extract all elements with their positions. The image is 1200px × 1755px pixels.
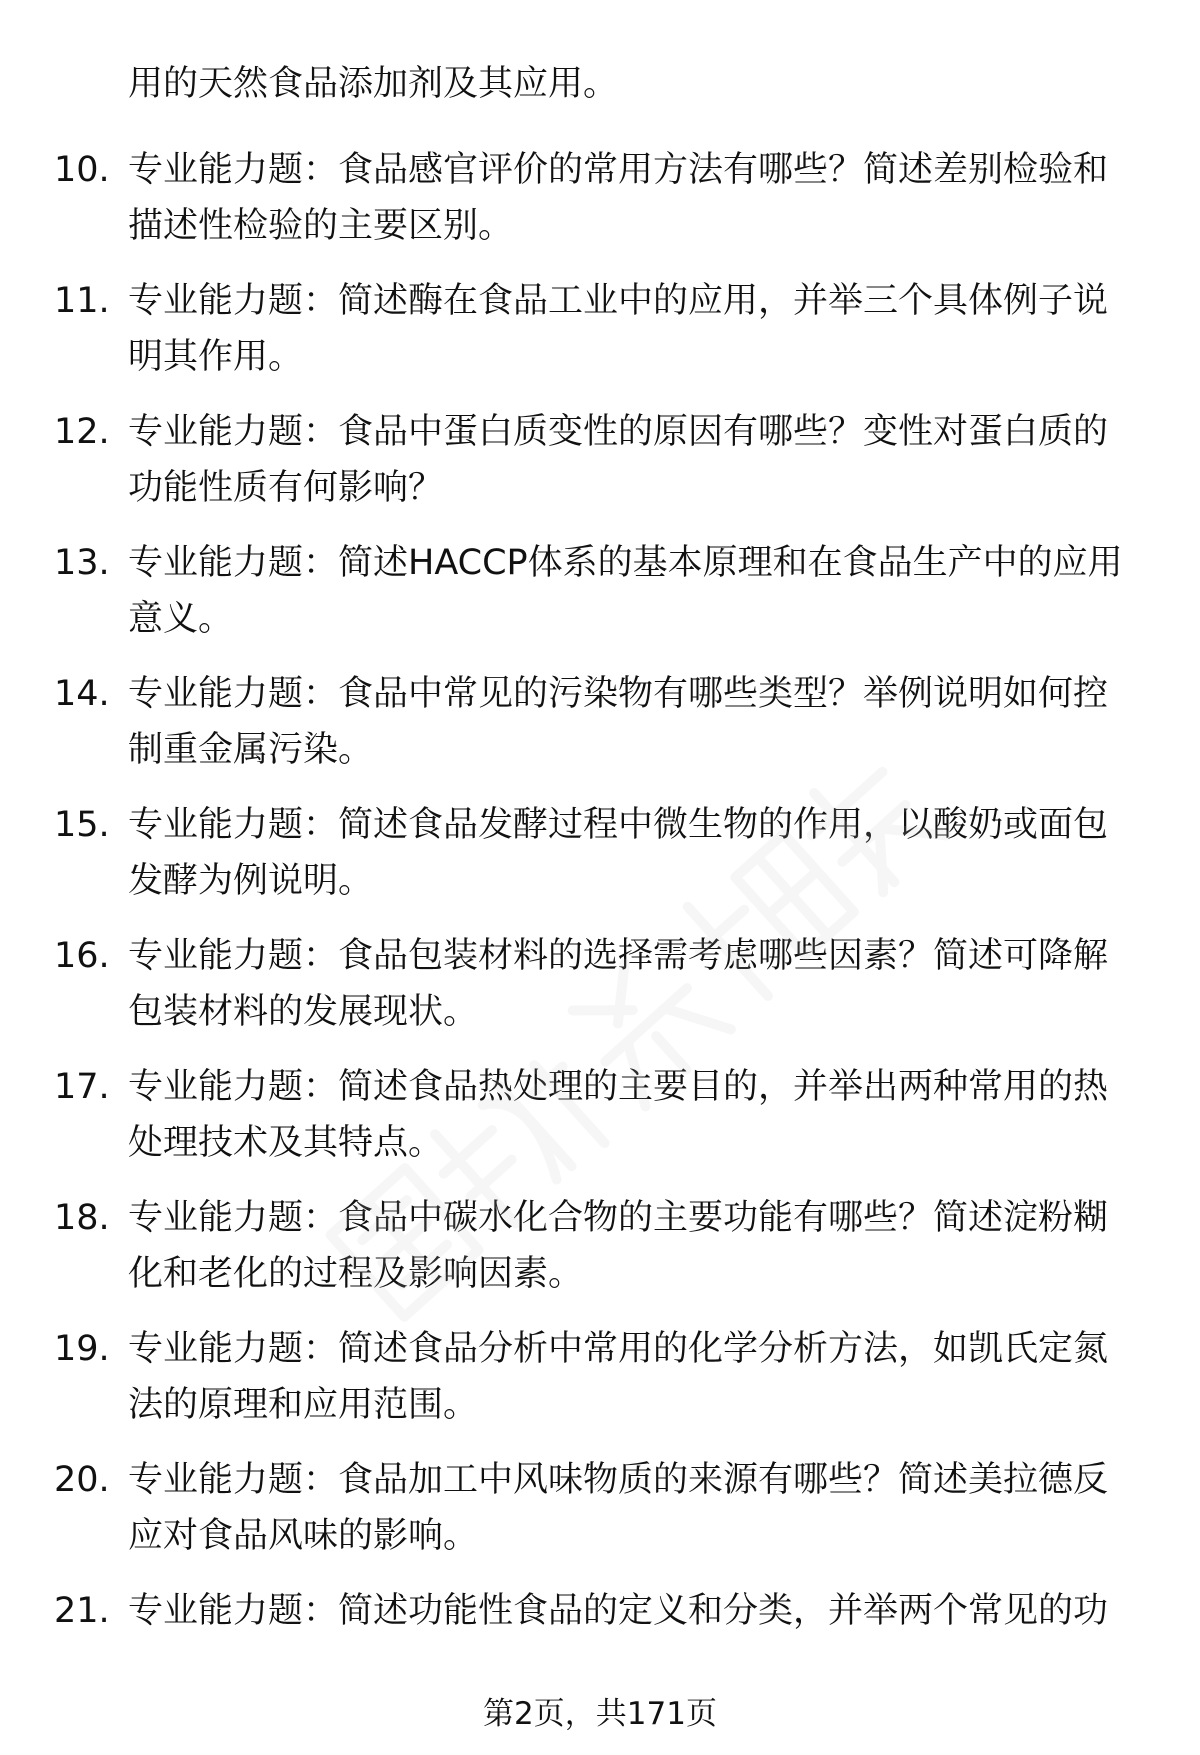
question-item-12 — [0, 404, 1200, 535]
question-item-14 — [0, 666, 1200, 797]
question-text: 专业能力题：食品中蛋白质变性的原因有哪些？变性对蛋白质的功能性质有何影响？ — [128, 412, 1109, 508]
question-text: 专业能力题：简述食品热处理的主要目的，并举出两种常用的热处理技术及其特点。 — [128, 1067, 1109, 1163]
question-number: 13. — [54, 543, 110, 583]
question-continuation-text: 用的天然食品添加剂及其应用。 — [128, 64, 619, 104]
page-number-footer: 第2页，共171页 — [483, 1696, 717, 1732]
question-item-10 — [0, 142, 1200, 273]
question-number: 19. — [54, 1329, 110, 1369]
question-number: 21. — [54, 1591, 110, 1631]
question-text: 专业能力题：简述酶在食品工业中的应用，并举三个具体例子说明其作用。 — [128, 281, 1109, 377]
question-item-19 — [0, 1321, 1200, 1452]
question-number: 16. — [54, 936, 110, 976]
question-text: 专业能力题：简述食品发酵过程中微生物的作用，以酸奶或面包发酵为例说明。 — [128, 805, 1109, 901]
question-number: 15. — [54, 805, 110, 845]
question-item-15 — [0, 797, 1200, 928]
question-number: 14. — [54, 674, 110, 714]
question-list — [0, 142, 1200, 1714]
question-text: 专业能力题：食品中常见的污染物有哪些类型？举例说明如何控制重金属污染。 — [128, 674, 1109, 770]
question-text: 专业能力题：食品感官评价的常用方法有哪些？简述差别检验和描述性检验的主要区别。 — [128, 150, 1109, 246]
question-item-17 — [0, 1059, 1200, 1190]
question-item-11 — [0, 273, 1200, 404]
question-text: 专业能力题：食品中碳水化合物的主要功能有哪些？简述淀粉糊化和老化的过程及影响因素。 — [128, 1198, 1109, 1294]
question-number: 20. — [54, 1460, 110, 1500]
question-item-20 — [0, 1452, 1200, 1583]
question-item-18 — [0, 1190, 1200, 1321]
question-item-13 — [0, 535, 1200, 666]
question-number: 10. — [54, 150, 110, 190]
question-number: 17. — [54, 1067, 110, 1107]
question-number: 11. — [54, 281, 110, 321]
question-number: 18. — [54, 1198, 110, 1238]
question-text: 专业能力题：食品包装材料的选择需考虑哪些因素？简述可降解包装材料的发展现状。 — [128, 936, 1109, 1032]
question-text: 专业能力题：简述功能性食品的定义和分类，并举两个常见的功 — [128, 1591, 1109, 1631]
question-text: 专业能力题：食品加工中风味物质的来源有哪些？简述美拉德反应对食品风味的影响。 — [128, 1460, 1109, 1556]
question-number: 12. — [54, 412, 110, 452]
question-text: 专业能力题：简述HACCP体系的基本原理和在食品生产中的应用意义。 — [128, 543, 1123, 639]
question-text: 专业能力题：简述食品分析中常用的化学分析方法，如凯氏定氮法的原理和应用范围。 — [128, 1329, 1109, 1425]
question-item-16 — [0, 928, 1200, 1059]
